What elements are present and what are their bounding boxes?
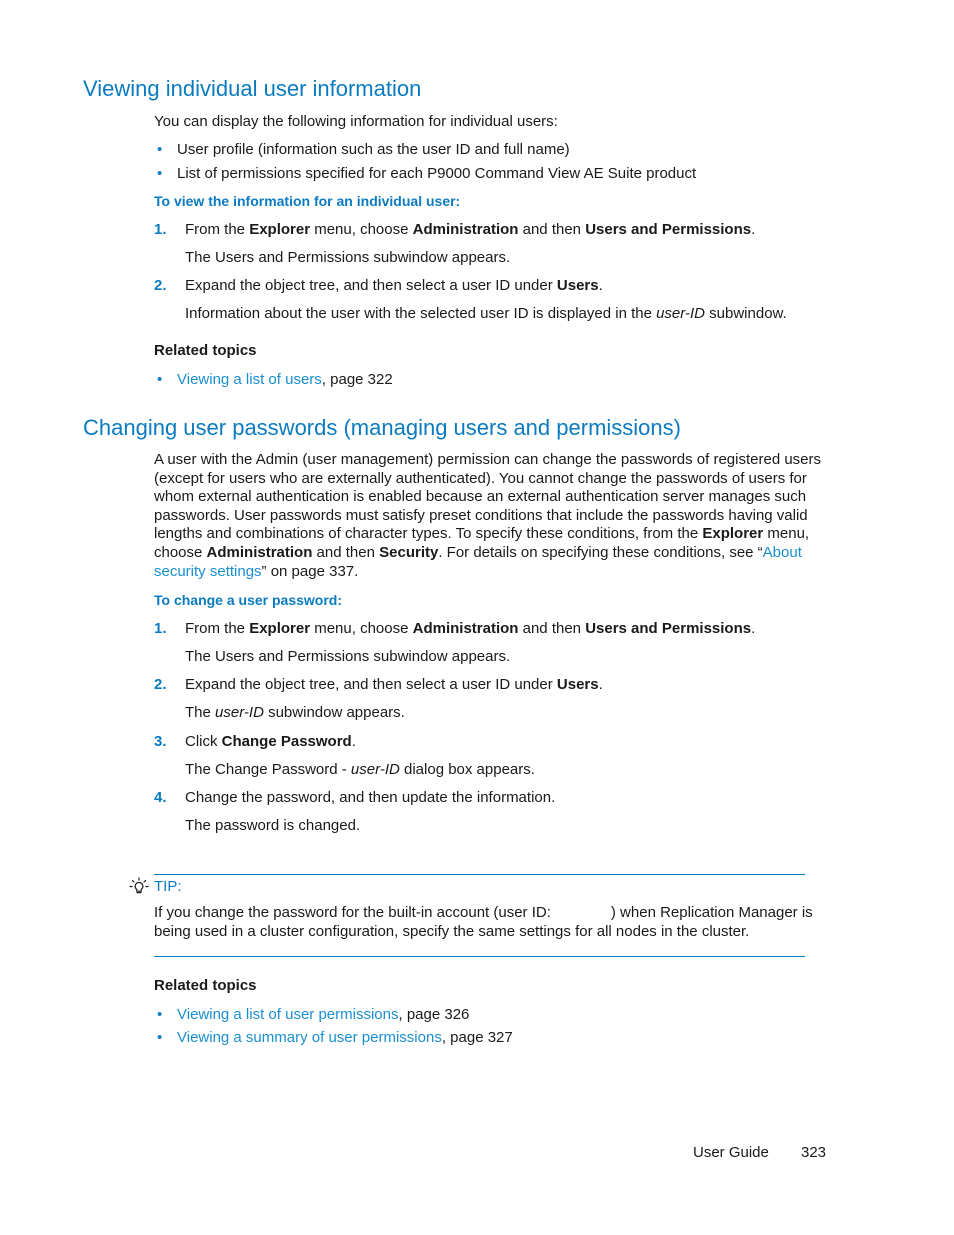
- footer-label: User Guide: [693, 1144, 769, 1161]
- related-topics-heading: Related topics: [154, 342, 257, 359]
- step-text: Expand the object tree, and then select a user ID under Users.: [185, 277, 603, 294]
- lightbulb-icon: [129, 877, 149, 901]
- tip-text-line1: If you change the password for the built-in account (user ID: ) when Replication Manager is: [154, 904, 813, 921]
- step-number: 2.: [154, 277, 167, 294]
- step-result: Information about the user with the selected user ID is displayed in the user-ID subwindow.: [185, 305, 787, 322]
- step-text: From the Explorer menu, choose Administration and then Users and Permissions.: [185, 620, 756, 637]
- tip-text-line2: being used in a cluster configuration, specify the same settings for all nodes in the cluster.: [154, 923, 750, 940]
- list-item: User profile (information such as the user ID and full name): [177, 141, 570, 158]
- section-title-changing-passwords: Changing user passwords (managing users and permissions): [83, 415, 681, 440]
- bullet-marker: •: [157, 165, 163, 182]
- step-text: Click Change Password.: [185, 733, 356, 750]
- related-item: Viewing a summary of user permissions, page 327: [177, 1029, 513, 1046]
- related-item: Viewing a list of users, page 322: [177, 371, 393, 388]
- bullet-marker: •: [157, 1006, 163, 1023]
- step-number: 1.: [154, 620, 167, 637]
- tip-label: TIP:: [154, 878, 182, 895]
- step-result: The user-ID subwindow appears.: [185, 704, 405, 721]
- procedure-title: To view the information for an individual user:: [154, 193, 461, 209]
- related-link[interactable]: Viewing a list of user permissions: [177, 1006, 399, 1023]
- related-link[interactable]: Viewing a summary of user permissions: [177, 1029, 442, 1046]
- tip-top-rule: [154, 874, 805, 875]
- step-number: 4.: [154, 789, 167, 806]
- section-title-viewing-user-info: Viewing individual user information: [83, 76, 422, 101]
- bullet-marker: •: [157, 1029, 163, 1046]
- step-number: 3.: [154, 733, 167, 750]
- step-result: The Change Password - user-ID dialog box appears.: [185, 761, 535, 778]
- list-item: List of permissions specified for each P9000 Command View AE Suite product: [177, 165, 697, 182]
- step-text: Expand the object tree, and then select a user ID under Users.: [185, 676, 603, 693]
- related-item: Viewing a list of user permissions, page 326: [177, 1006, 470, 1023]
- step-result: The Users and Permissions subwindow appears.: [185, 648, 511, 665]
- section-paragraph: A user with the Admin (user management) permission can change the passwords of registered users (except for users who are externally authenticated). You cannot change the passwords of users for whom external authentication is enabled because an external authentication server manages such passwords. User passwords must satisfy preset conditions that include the passwords having valid lengths and combinations of character types. To specify these conditions, from the Explorer menu, choose Administration and then Security. For details on specifying these conditions, see “About security settings” on page 337.: [154, 451, 822, 580]
- step-number: 1.: [154, 221, 167, 238]
- bullet-marker: •: [157, 371, 163, 388]
- step-text: Change the password, and then update the information.: [185, 789, 556, 806]
- page-number: 323: [801, 1144, 827, 1161]
- step-number: 2.: [154, 676, 167, 693]
- step-result: The Users and Permissions subwindow appears.: [185, 249, 511, 266]
- related-topics-heading: Related topics: [154, 977, 257, 994]
- related-link[interactable]: Viewing a list of users: [177, 371, 322, 388]
- procedure-title: To change a user password:: [154, 592, 343, 608]
- intro-text: You can display the following information for individual users:: [154, 113, 558, 130]
- bullet-marker: •: [157, 141, 163, 158]
- step-result: The password is changed.: [185, 817, 361, 834]
- security-settings-link[interactable]: security settings: [154, 562, 262, 580]
- about-security-link[interactable]: About: [762, 543, 802, 561]
- step-text: From the Explorer menu, choose Administration and then Users and Permissions.: [185, 221, 756, 238]
- tip-bottom-rule: [154, 956, 805, 957]
